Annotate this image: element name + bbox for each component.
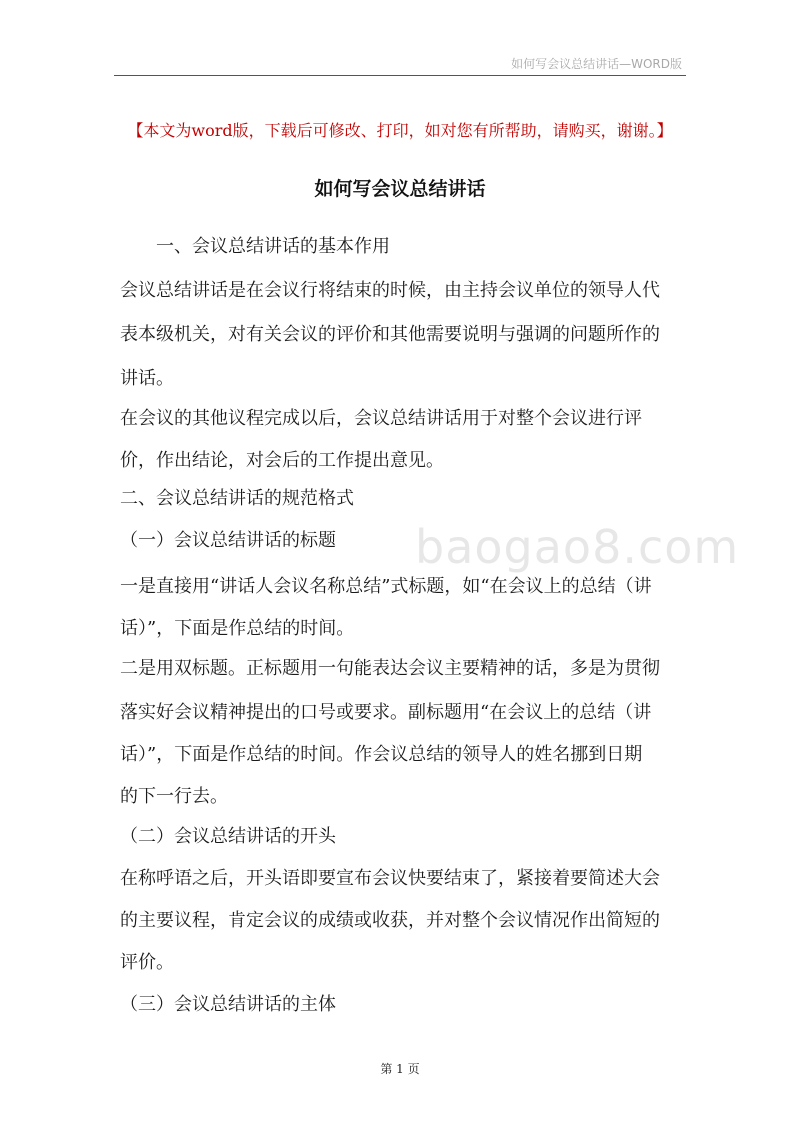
running-header: 如何写会议总结讲话—WORD版 — [511, 57, 682, 71]
paragraph-line: 落实好会议精神提出的口号或要求。副标题用“在会议上的总结（讲 — [120, 702, 652, 723]
subsection-heading: （三）会议总结讲话的主体 — [120, 994, 336, 1015]
paragraph-line: 在会议的其他议程完成以后，会议总结讲话用于对整个会议进行评 — [120, 408, 642, 429]
section-heading: 二、会议总结讲话的规范格式 — [120, 488, 354, 509]
paragraph-line: 二是用双标题。正标题用一句能表达会议主要精神的话，多是为贯彻 — [120, 658, 660, 679]
paragraph-line: 话）”，下面是作总结的时间。作会议总结的领导人的姓名挪到日期 — [120, 744, 643, 765]
paragraph-line: 表本级机关，对有关会议的评价和其他需要说明与强调的问题所作的 — [120, 324, 660, 345]
paragraph-line: 会议总结讲话是在会议行将结束的时候，由主持会议单位的领导人代 — [120, 280, 660, 301]
paragraph-line: 讲话。 — [120, 368, 174, 389]
section-heading: 一、会议总结讲话的基本作用 — [156, 236, 390, 257]
paragraph-line: 在称呼语之后，开头语即要宣布会议快要结束了，紧接着要简述大会 — [120, 868, 660, 889]
paragraph-line: 一是直接用“讲话人会议名称总结”式标题，如“在会议上的总结（讲 — [120, 576, 652, 597]
subsection-heading: （一）会议总结讲话的标题 — [120, 530, 336, 551]
paragraph-line: 价，作出结论，对会后的工作提出意见。 — [120, 450, 444, 471]
paragraph-line: 话）”，下面是作总结的时间。 — [120, 618, 355, 639]
paragraph-line: 评价。 — [120, 952, 174, 973]
download-notice: 【本文为word版，下载后可修改、打印，如对您有所帮助，请购买，谢谢。】 — [127, 121, 673, 140]
paragraph-line: 的主要议程，肯定会议的成绩或收获，并对整个会议情况作出简短的 — [120, 910, 660, 931]
watermark: baogao8.com — [415, 520, 740, 574]
paragraph-line: 的下一行去。 — [120, 786, 228, 807]
header-divider — [114, 75, 686, 76]
subsection-heading: （二）会议总结讲话的开头 — [120, 826, 336, 847]
page-number: 第 1 页 — [380, 1062, 420, 1076]
document-title: 如何写会议总结讲话 — [314, 178, 486, 200]
